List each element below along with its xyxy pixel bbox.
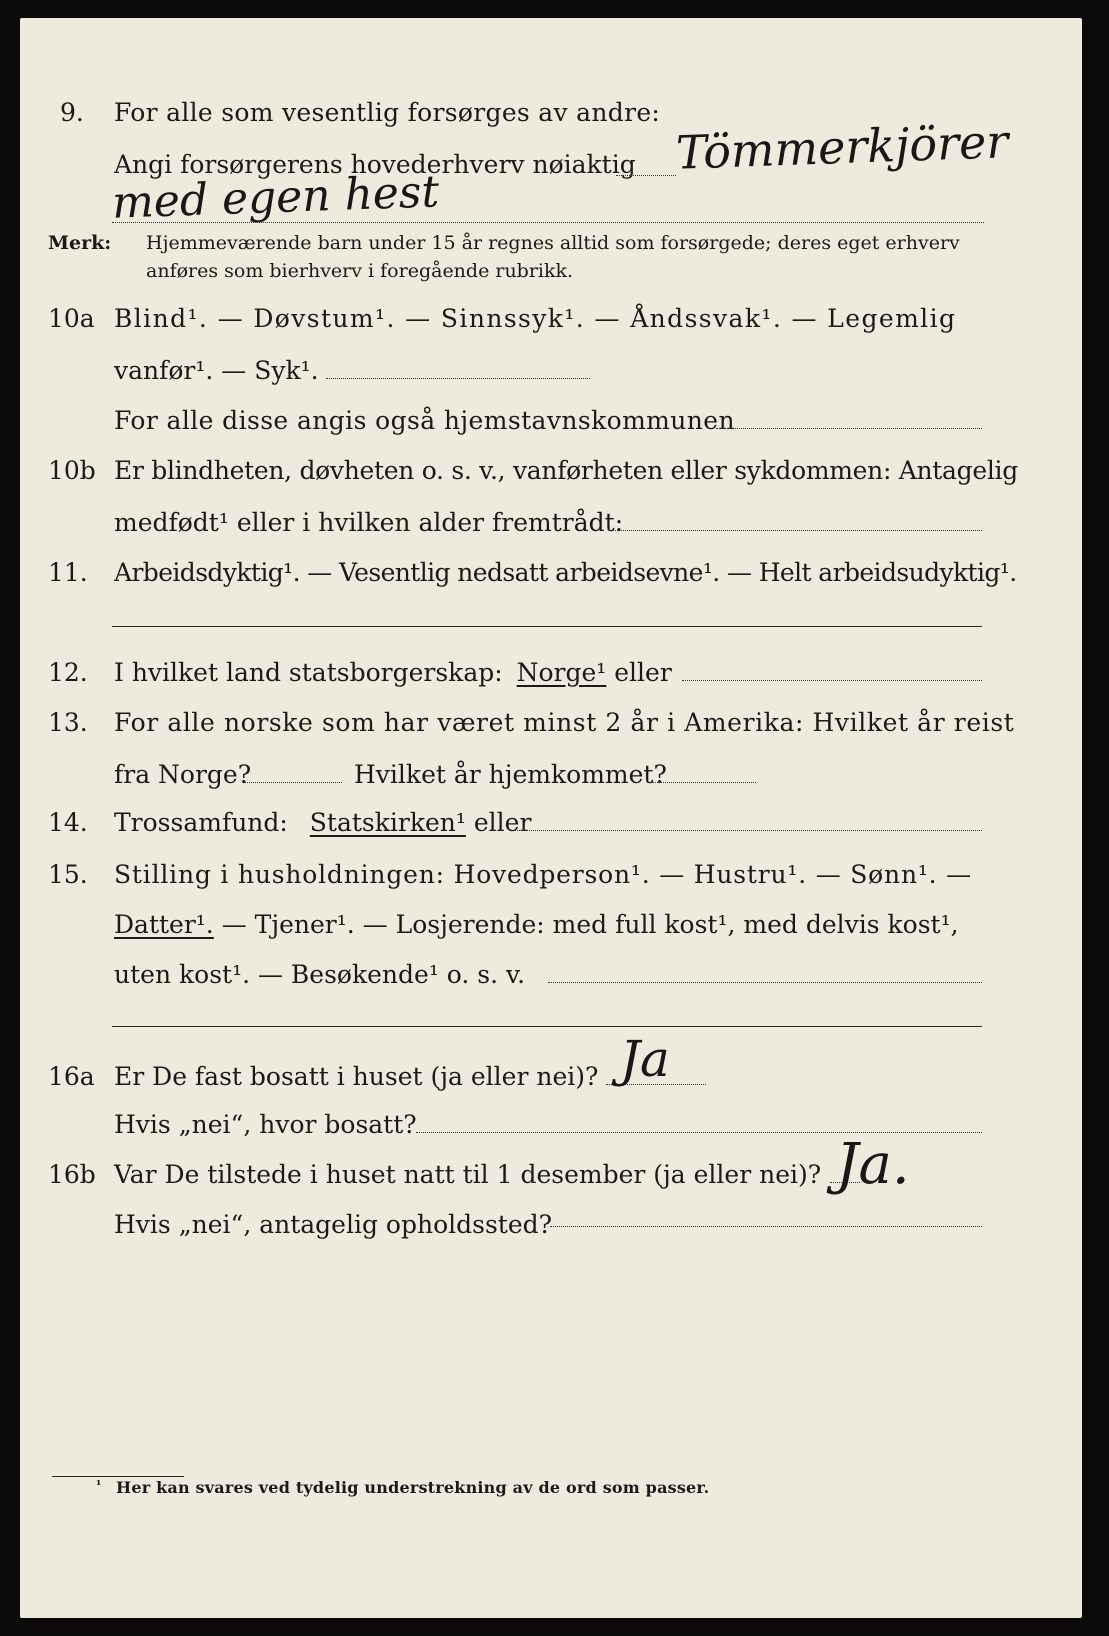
q9-handwritten-answer2[interactable]: med egen hest: [111, 166, 440, 229]
q15-line2: [114, 910, 959, 939]
q16a-line2: Hvis „nei“, hvor bosatt?: [114, 1110, 417, 1139]
q10b-line2: medfødt¹ eller i hvilken alder fremtrådt:: [114, 508, 624, 537]
q9-handwritten-answer1[interactable]: Tömmerkjörer: [675, 114, 1010, 180]
q12-suffix: eller: [614, 658, 672, 687]
q16b-line1: Var De tilstede i huset natt til 1 desember (ja eller nei)?: [114, 1160, 822, 1189]
q14-prefix: Trossamfund:: [114, 808, 288, 837]
q9-line1: For alle som vesentlig forsørges av andre:: [114, 98, 661, 127]
q15-line2-rest: — Tjener¹. — Losjerende: med full kost¹, med delvis kost¹,: [221, 910, 959, 939]
q15-line3: uten kost¹. — Besøkende¹ o. s. v.: [114, 960, 526, 989]
q15-underlined-option[interactable]: Datter¹.: [114, 910, 214, 939]
q10a-line3: For alle disse angis også hjemstavnskommunen: [114, 406, 735, 435]
q11-line1: Arbeidsdyktig¹. — Vesentlig nedsatt arbeidsevne¹. — Helt arbeidsudyktig¹.: [114, 558, 1017, 587]
q16b-handwritten-answer[interactable]: Ja.: [836, 1132, 910, 1197]
q10b-answer-line: [612, 530, 982, 531]
q16b-line2-answer-line: [550, 1226, 982, 1227]
q14-number: 14.: [48, 808, 88, 837]
q12-underlined-option[interactable]: Norge¹: [516, 658, 607, 687]
q15-answer-line2: [112, 1026, 982, 1027]
q10b-number: 10b: [48, 456, 96, 485]
q9-answer-line2: [112, 222, 984, 223]
q14-answer-line: [514, 830, 982, 831]
q16b-number: 16b: [48, 1160, 96, 1189]
q10a-line2: vanfør¹. — Syk¹.: [114, 356, 319, 385]
q10a-answer-line: [326, 378, 590, 379]
q14-underlined-option[interactable]: Statskirken¹: [309, 808, 466, 837]
q12-number: 12.: [48, 658, 88, 687]
q10a-line1: Blind¹. — Døvstum¹. — Sinnssyk¹. — Åndssvak¹. — Legemlig: [114, 304, 957, 333]
footnote-rule: [52, 1476, 184, 1477]
q13-answer-line-a: [244, 782, 342, 783]
q15-line1: Stilling i husholdningen: Hovedperson¹. — Hustru¹. — Sønn¹. —: [114, 860, 972, 889]
q16b-line2: Hvis „nei“, antagelig opholdssted?: [114, 1210, 553, 1239]
q16a-line1: Er De fast bosatt i huset (ja eller nei)?: [114, 1062, 599, 1091]
merk-line2: anføres som bierhverv i foregående rubrikk.: [146, 260, 574, 282]
q14-suffix: eller: [473, 808, 532, 837]
q15-number: 15.: [48, 860, 88, 889]
merk-line1: Hjemmeværende barn under 15 år regnes alltid som forsørgede; deres eget erhverv: [146, 232, 960, 254]
q12-line: [114, 658, 672, 687]
q13-answer-line-b: [652, 782, 756, 783]
q11-number: 11.: [48, 558, 88, 587]
footnote-text: Her kan svares ved tydelig understrekning av de ord som passer.: [116, 1478, 710, 1497]
q16a-handwritten-answer[interactable]: Ja: [620, 1030, 670, 1088]
q9-answer-line: [616, 175, 676, 176]
q10a-number: 10a: [48, 304, 95, 333]
q15-answer-line: [548, 982, 982, 983]
q9-number: 9.: [60, 98, 84, 127]
q13-line2b: Hvilket år hjemkommet?: [354, 760, 667, 789]
q10b-line1: Er blindheten, døvheten o. s. v., vanførheten eller sykdommen: Antagelig: [114, 456, 1018, 485]
q12-prefix: I hvilket land statsborgerskap:: [114, 658, 503, 687]
q10a-line3-answer-line: [716, 428, 982, 429]
q14-line: [114, 808, 531, 837]
footnote-mark: ¹: [96, 1478, 102, 1492]
q13-number: 13.: [48, 708, 88, 737]
q13-line2a: fra Norge?: [114, 760, 252, 789]
q9-line2: Angi forsørgerens hovederhverv nøiaktig: [114, 150, 636, 179]
q11-answer-line: [112, 626, 982, 627]
q16a-number: 16a: [48, 1062, 95, 1091]
q12-answer-line: [682, 680, 982, 681]
merk-label: Merk:: [48, 232, 112, 254]
q13-line1: For alle norske som har været minst 2 år i Amerika: Hvilket år reist: [114, 708, 1015, 737]
